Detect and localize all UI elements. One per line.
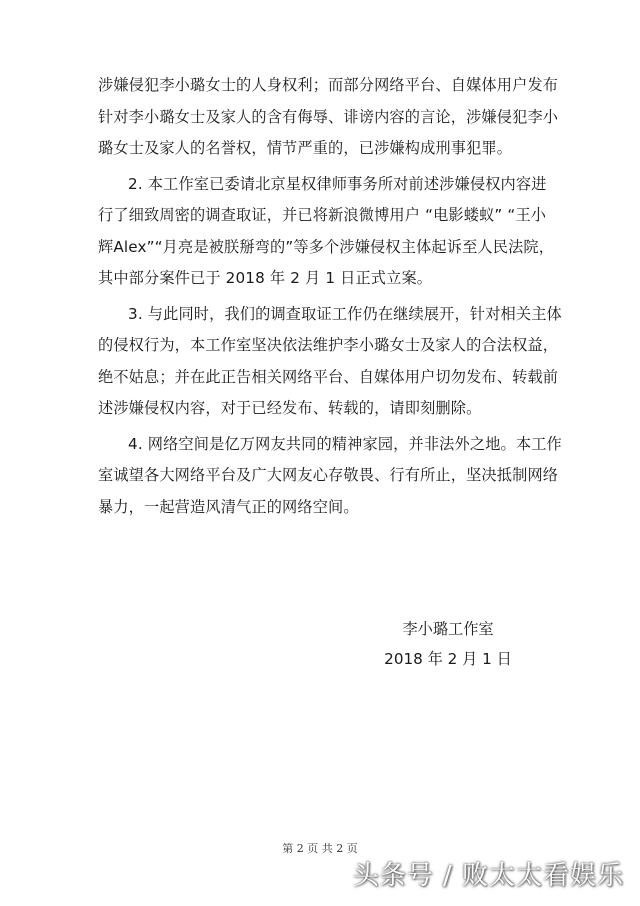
text-line: 的侵权行为，本工作室坚决依法维护李小璐女士及家人的合法权益，: [98, 336, 559, 354]
text-line: 述涉嫌侵权内容，对于已经发布、转载的，请即刻删除。: [98, 399, 482, 417]
text-line: 行了细致周密的调查取证，并已将新浪微博用户 “电影蝼蚁” “王小: [98, 206, 547, 224]
document-body: [98, 70, 564, 523]
page-number: 第 2 页 共 2 页: [282, 842, 358, 855]
text-line: 璐女士及家人的名誉权，情节严重的，已涉嫌构成刑事犯罪。: [98, 139, 513, 157]
watermark: 头条号 / 败太太看娱乐: [352, 861, 624, 891]
text-line: 3. 与此同时，我们的调查取证工作仍在继续展开，针对相关主体: [128, 304, 562, 323]
text-line: 暴力，一起营造风清气正的网络空间。: [98, 497, 359, 516]
text-line: 针对李小璐女士及家人的含有侮辱、诽谤内容的言论，涉嫌侵犯李小: [98, 107, 559, 126]
text-line: 涉嫌侵犯李小璐女士的人身权利；而部分网络平台、自媒体用户发布: [98, 76, 559, 94]
text-line: 其中部分案件已于 2018 年 2 月 1 日正式立案。: [98, 269, 433, 287]
text-line: 2. 本工作室已委请北京星权律师事务所对前述涉嫌侵权内容进: [128, 174, 547, 193]
signature-name: 李小璐工作室: [402, 620, 494, 638]
text-line: 室诚望各大网络平台及广大网友心存敬畏、行有所止，坚决抵制网络: [98, 466, 559, 484]
signature-date: 2018 年 2 月 1 日: [384, 650, 512, 668]
text-line: 绝不姑息；并在此正告相关网络平台、自媒体用户切勿发布、转载前: [98, 367, 559, 386]
text-line: 4. 网络空间是亿万网友共同的精神家园，并非法外之地。本工作: [128, 434, 562, 453]
text-line: 辉Alex”“月亮是被朕掰弯的”等多个涉嫌侵权主体起诉至人民法院，: [98, 237, 555, 256]
